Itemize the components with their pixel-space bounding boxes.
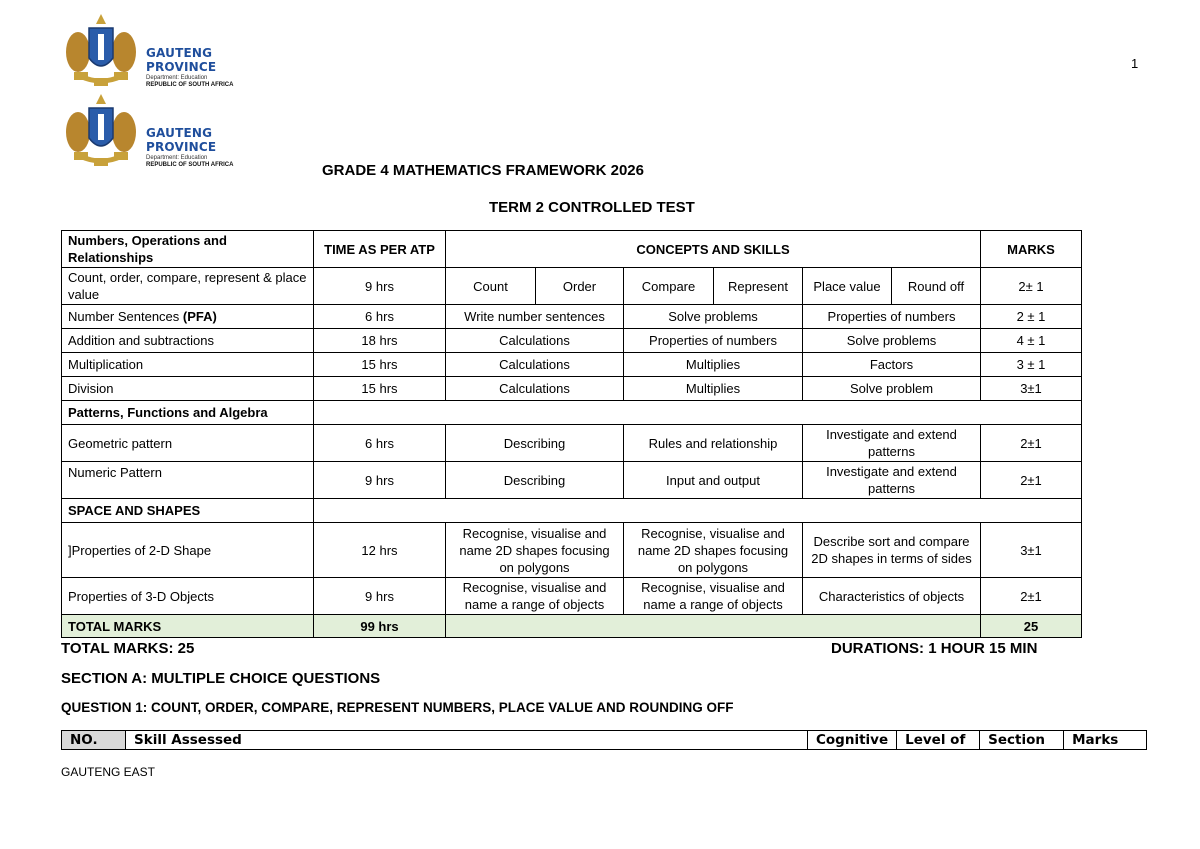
logo-department-text: Department: Education <box>146 75 208 81</box>
table-row <box>62 377 1082 401</box>
row-topic: ]Properties of 2-D Shape <box>62 523 314 578</box>
row-skill: Properties of numbers <box>624 329 803 353</box>
row-time: 15 hrs <box>314 353 446 377</box>
row-skill: Place value <box>803 268 892 305</box>
row-marks: 2±1 <box>981 578 1082 615</box>
section-empty-cell <box>314 401 1082 425</box>
row-skill: Order <box>536 268 624 305</box>
table-section-row <box>62 499 1082 523</box>
row-skill: Properties of numbers <box>803 305 981 329</box>
table-row <box>62 305 1082 329</box>
row-skill: Rules and relationship <box>624 425 803 462</box>
row-time: 9 hrs <box>314 268 446 305</box>
row-marks: 3±1 <box>981 377 1082 401</box>
row-marks: 2 ± 1 <box>981 305 1082 329</box>
row-time: 6 hrs <box>314 425 446 462</box>
col-header-marks: Marks <box>1064 731 1147 750</box>
table-section-row <box>62 401 1082 425</box>
row-topic <box>62 305 314 329</box>
header-marks: MARKS <box>981 231 1082 268</box>
section-heading: Patterns, Functions and Algebra <box>62 401 314 425</box>
row-skill: Round off <box>892 268 981 305</box>
row-time: 9 hrs <box>314 578 446 615</box>
row-topic: Multiplication <box>62 353 314 377</box>
row-skill: Investigate and extend patterns <box>803 425 981 462</box>
row-skill: Describe sort and compare 2D shapes in terms of sides <box>803 523 981 578</box>
document-subtitle: TERM 2 CONTROLLED TEST <box>489 199 695 216</box>
table-row <box>62 329 1082 353</box>
row-skill: Recognise, visualise and name 2D shapes focusing on polygons <box>624 523 803 578</box>
row-time: 15 hrs <box>314 377 446 401</box>
row-skill: Calculations <box>446 353 624 377</box>
header-concepts: CONCEPTS AND SKILLS <box>446 231 981 268</box>
row-marks: 2±1 <box>981 462 1082 499</box>
question-table-header <box>62 731 1147 750</box>
row-topic: Count, order, compare, represent & place value <box>62 268 314 305</box>
total-marks-line: TOTAL MARKS: 25 <box>61 640 195 657</box>
row-topic: Division <box>62 377 314 401</box>
row-skill: Input and output <box>624 462 803 499</box>
row-skill: Recognise, visualise and name a range of objects <box>624 578 803 615</box>
row-time: 18 hrs <box>314 329 446 353</box>
col-header-section: Section <box>980 731 1064 750</box>
row-marks: 3 ± 1 <box>981 353 1082 377</box>
row-marks: 4 ± 1 <box>981 329 1082 353</box>
row-marks: 3±1 <box>981 523 1082 578</box>
row-skill: Factors <box>803 353 981 377</box>
col-header-cognitive: Cognitive <box>808 731 897 750</box>
gauteng-logo <box>60 92 280 172</box>
framework-table <box>61 230 1082 638</box>
table-header-row <box>62 231 1082 268</box>
row-marks: 2±1 <box>981 425 1082 462</box>
row-skill: Solve problem <box>803 377 981 401</box>
row-skill: Multiplies <box>624 353 803 377</box>
total-row <box>62 615 1082 638</box>
row-skill: Count <box>446 268 536 305</box>
row-skill: Solve problems <box>624 305 803 329</box>
table-row <box>62 523 1082 578</box>
table-row <box>62 268 1082 305</box>
logo-department-text: Department: Education <box>146 155 208 161</box>
row-skill: Recognise, visualise and name 2D shapes focusing on polygons <box>446 523 624 578</box>
header-topic: Numbers, Operations and Relationships <box>62 231 314 268</box>
coat-of-arms-icon <box>60 12 142 92</box>
gauteng-logo <box>60 12 280 92</box>
logo-province-text: GAUTENG PROVINCE <box>146 46 217 74</box>
coat-of-arms-icon <box>60 92 142 172</box>
question-table <box>61 730 1147 750</box>
section-empty-cell <box>314 499 1082 523</box>
duration-line: DURATIONS: 1 HOUR 15 MIN <box>831 640 1038 657</box>
table-row <box>62 353 1082 377</box>
document-title: GRADE 4 MATHEMATICS FRAMEWORK 2026 <box>322 162 644 179</box>
logo-country-text: REPUBLIC OF SOUTH AFRICA <box>146 82 234 88</box>
row-topic-bold: (PFA) <box>182 309 217 324</box>
header-time: TIME AS PER ATP <box>314 231 446 268</box>
col-header-no: NO. <box>62 731 126 750</box>
row-skill: Compare <box>624 268 714 305</box>
logo-province-text: GAUTENG PROVINCE <box>146 126 217 154</box>
row-skill: Multiplies <box>624 377 803 401</box>
row-time: 12 hrs <box>314 523 446 578</box>
row-topic: Addition and subtractions <box>62 329 314 353</box>
section-a-heading: SECTION A: MULTIPLE CHOICE QUESTIONS <box>61 670 381 687</box>
table-row <box>62 425 1082 462</box>
row-skill: Write number sentences <box>446 305 624 329</box>
section-heading: SPACE AND SHAPES <box>62 499 314 523</box>
total-time: 99 hrs <box>314 615 446 638</box>
row-skill: Solve problems <box>803 329 981 353</box>
row-skill: Characteristics of objects <box>803 578 981 615</box>
total-label: TOTAL MARKS <box>62 615 314 638</box>
row-skill: Represent <box>714 268 803 305</box>
row-skill: Calculations <box>446 329 624 353</box>
col-header-level: Level of <box>897 731 980 750</box>
table-row <box>62 578 1082 615</box>
row-skill: Calculations <box>446 377 624 401</box>
footer-text: GAUTENG EAST <box>61 765 156 779</box>
row-topic-text: Number Sentences <box>68 309 183 324</box>
question-1-heading: QUESTION 1: COUNT, ORDER, COMPARE, REPRESENT NUMBERS, PLACE VALUE AND ROUNDING OFF <box>61 700 734 715</box>
total-empty-cell <box>446 615 981 638</box>
total-marks: 25 <box>981 615 1082 638</box>
row-skill: Describing <box>446 462 624 499</box>
table-row <box>62 462 1082 499</box>
row-topic: Properties of 3-D Objects <box>62 578 314 615</box>
row-skill: Recognise, visualise and name a range of objects <box>446 578 624 615</box>
row-time: 6 hrs <box>314 305 446 329</box>
row-marks: 2± 1 <box>981 268 1082 305</box>
row-topic: Geometric pattern <box>62 425 314 462</box>
col-header-skill: Skill Assessed <box>126 731 808 750</box>
row-time: 9 hrs <box>314 462 446 499</box>
page-number: 1 <box>1131 56 1139 71</box>
row-skill: Describing <box>446 425 624 462</box>
logo-country-text: REPUBLIC OF SOUTH AFRICA <box>146 162 234 168</box>
row-skill: Investigate and extend patterns <box>803 462 981 499</box>
row-topic: Numeric Pattern <box>62 462 314 499</box>
